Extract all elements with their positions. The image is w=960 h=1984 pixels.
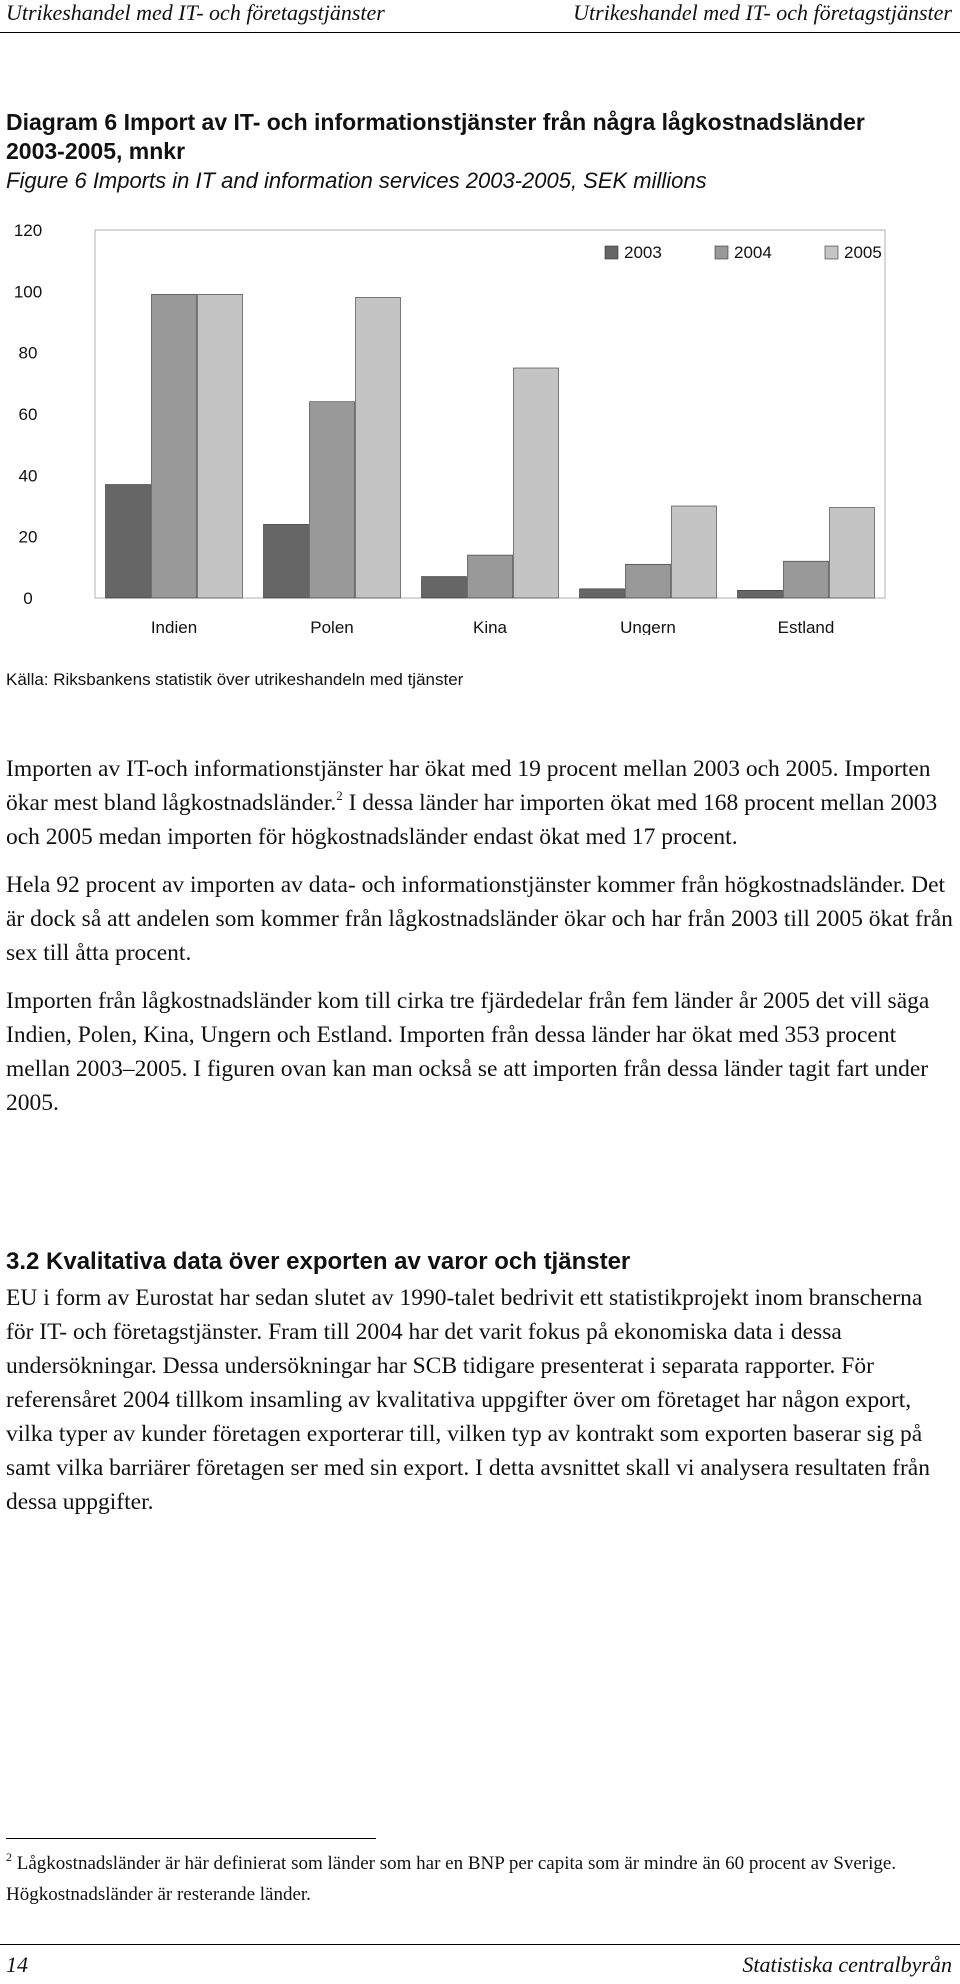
- x-tick-label: Kina: [472, 618, 508, 635]
- bar-polen-2004: [310, 402, 355, 598]
- legend-swatch-2004: [715, 246, 728, 259]
- bar-ungern-2004: [626, 564, 671, 598]
- running-header-right: Utrikeshandel med IT- och företagstjänster: [573, 0, 952, 25]
- figure-subtitle: Figure 6 Imports in IT and information services 2003-2005, SEK millions: [6, 168, 707, 193]
- figure-source: Källa: Riksbankens statistik över utrikeshandeln med tjänster: [6, 670, 464, 689]
- legend-swatch-2005: [825, 246, 838, 259]
- y-tick-label: 120: [13, 221, 43, 240]
- x-tick-label: Ungern: [620, 618, 676, 635]
- legend-label-2003: 2003: [624, 243, 662, 262]
- footnote-marker: 2: [6, 1850, 12, 1864]
- bar-estland-2003: [738, 590, 783, 598]
- bar-polen-2005: [356, 297, 401, 598]
- publisher-name: Statistiska centralbyrån: [742, 1952, 952, 1977]
- footnote-ref: 2: [336, 788, 343, 803]
- running-header: [0, 0, 960, 30]
- bar-kina-2003: [422, 577, 467, 598]
- legend-label-2004: 2004: [734, 243, 772, 262]
- y-tick-label: 40: [18, 466, 38, 486]
- legend-label-2005: 2005: [844, 243, 882, 262]
- running-header-left: Utrikeshandel med IT- och företagstjänster: [6, 0, 385, 25]
- section-body: [6, 1281, 954, 1533]
- bar-estland-2005: [830, 508, 875, 598]
- paragraph-2: Hela 92 procent av importen av data- och informationstjänster kommer från högkostnadsländer. Det är dock så att andelen som kommer från lågkostnadsländer ökar och har från 2003 till 2005 ökat från sex till åtta procent.: [6, 872, 953, 966]
- footer-divider: [0, 1944, 960, 1945]
- bar-estland-2004: [784, 561, 829, 598]
- bar-chart: [0, 205, 960, 635]
- x-tick-label: Polen: [310, 618, 354, 635]
- bar-kina-2005: [514, 368, 559, 598]
- paragraph-3: Importen från lågkostnadsländer kom till cirka tre fjärdedelar från fem länder år 2005 det vill säga Indien, Polen, Kina, Ungern och Estland. Importen från dessa länder har ökat med 353 procent mellan 2003–2005. I figuren ovan kan man också se att importen från dessa länder tagit fart under 2005.: [6, 988, 930, 1116]
- y-tick-label: 100: [13, 282, 43, 302]
- figure-title: Diagram 6 Import av IT- och informationstjänster från några lågkostnadsländer 2003-2005, mnkr: [6, 109, 865, 164]
- section-paragraph: EU i form av Eurostat har sedan slutet av 1990-talet bedrivit ett statistikprojekt inom branscherna för IT- och företagstjänster. Fram till 2004 har det varit fokus på ekonomiska data i dessa undersökningar. Dessa undersökningar har SCB tidigare presenterat i separata rapporter. För referensåret 2004 tillkom insamling av kvalitativa uppgifter över om företaget har någon export, vilka typer av kunder företagen exporterar till, vilken typ av kontrakt som exporten baserar sig på samt vilka barriärer företagen ser med sin export. I detta avsnittet skall vi analysera resultaten från dessa uppgifter.: [6, 1285, 930, 1515]
- y-tick-label: 20: [18, 527, 38, 547]
- legend-swatch-2003: [605, 246, 618, 259]
- bar-polen-2003: [264, 524, 309, 598]
- footnote: [6, 1848, 954, 1910]
- x-tick-label: Indien: [150, 618, 198, 635]
- paragraph-1-part-b: I dessa länder har importen ökat med 168 procent mellan 2003 och 2005 medan importen för högkostnadsländer endast ökat med 17 procent.: [6, 790, 938, 850]
- page-number: 14: [6, 1952, 28, 1977]
- bar-indien-2004: [152, 294, 197, 598]
- paragraph-1: [6, 752, 954, 854]
- section-heading: 3.2 Kvalitativa data över exporten av varor och tjänster: [6, 1248, 631, 1275]
- bar-ungern-2005: [672, 506, 717, 598]
- x-tick-label: Estland: [777, 618, 835, 635]
- y-tick-label: 60: [18, 405, 38, 424]
- y-tick-label: 80: [18, 343, 38, 363]
- bar-indien-2005: [198, 294, 243, 598]
- header-divider: [0, 32, 960, 33]
- paragraph-1-part-a: Importen av IT-och informationstjänster har ökat med 19 procent mellan 2003 och 2005. Importen ökar mest bland lågkostnadsländer.: [6, 756, 931, 816]
- footnote-divider: [6, 1838, 376, 1839]
- y-tick-label: 0: [23, 589, 33, 608]
- footnote-text: Lågkostnadsländer är här definierat som länder som har en BNP per capita som är mindre än 60 procent av Sverige. Högkostnadsländer är resterande länder.: [6, 1853, 897, 1905]
- bar-kina-2004: [468, 555, 513, 598]
- body-text: [6, 752, 954, 1134]
- bar-ungern-2003: [580, 589, 625, 598]
- bar-indien-2003: [106, 485, 151, 598]
